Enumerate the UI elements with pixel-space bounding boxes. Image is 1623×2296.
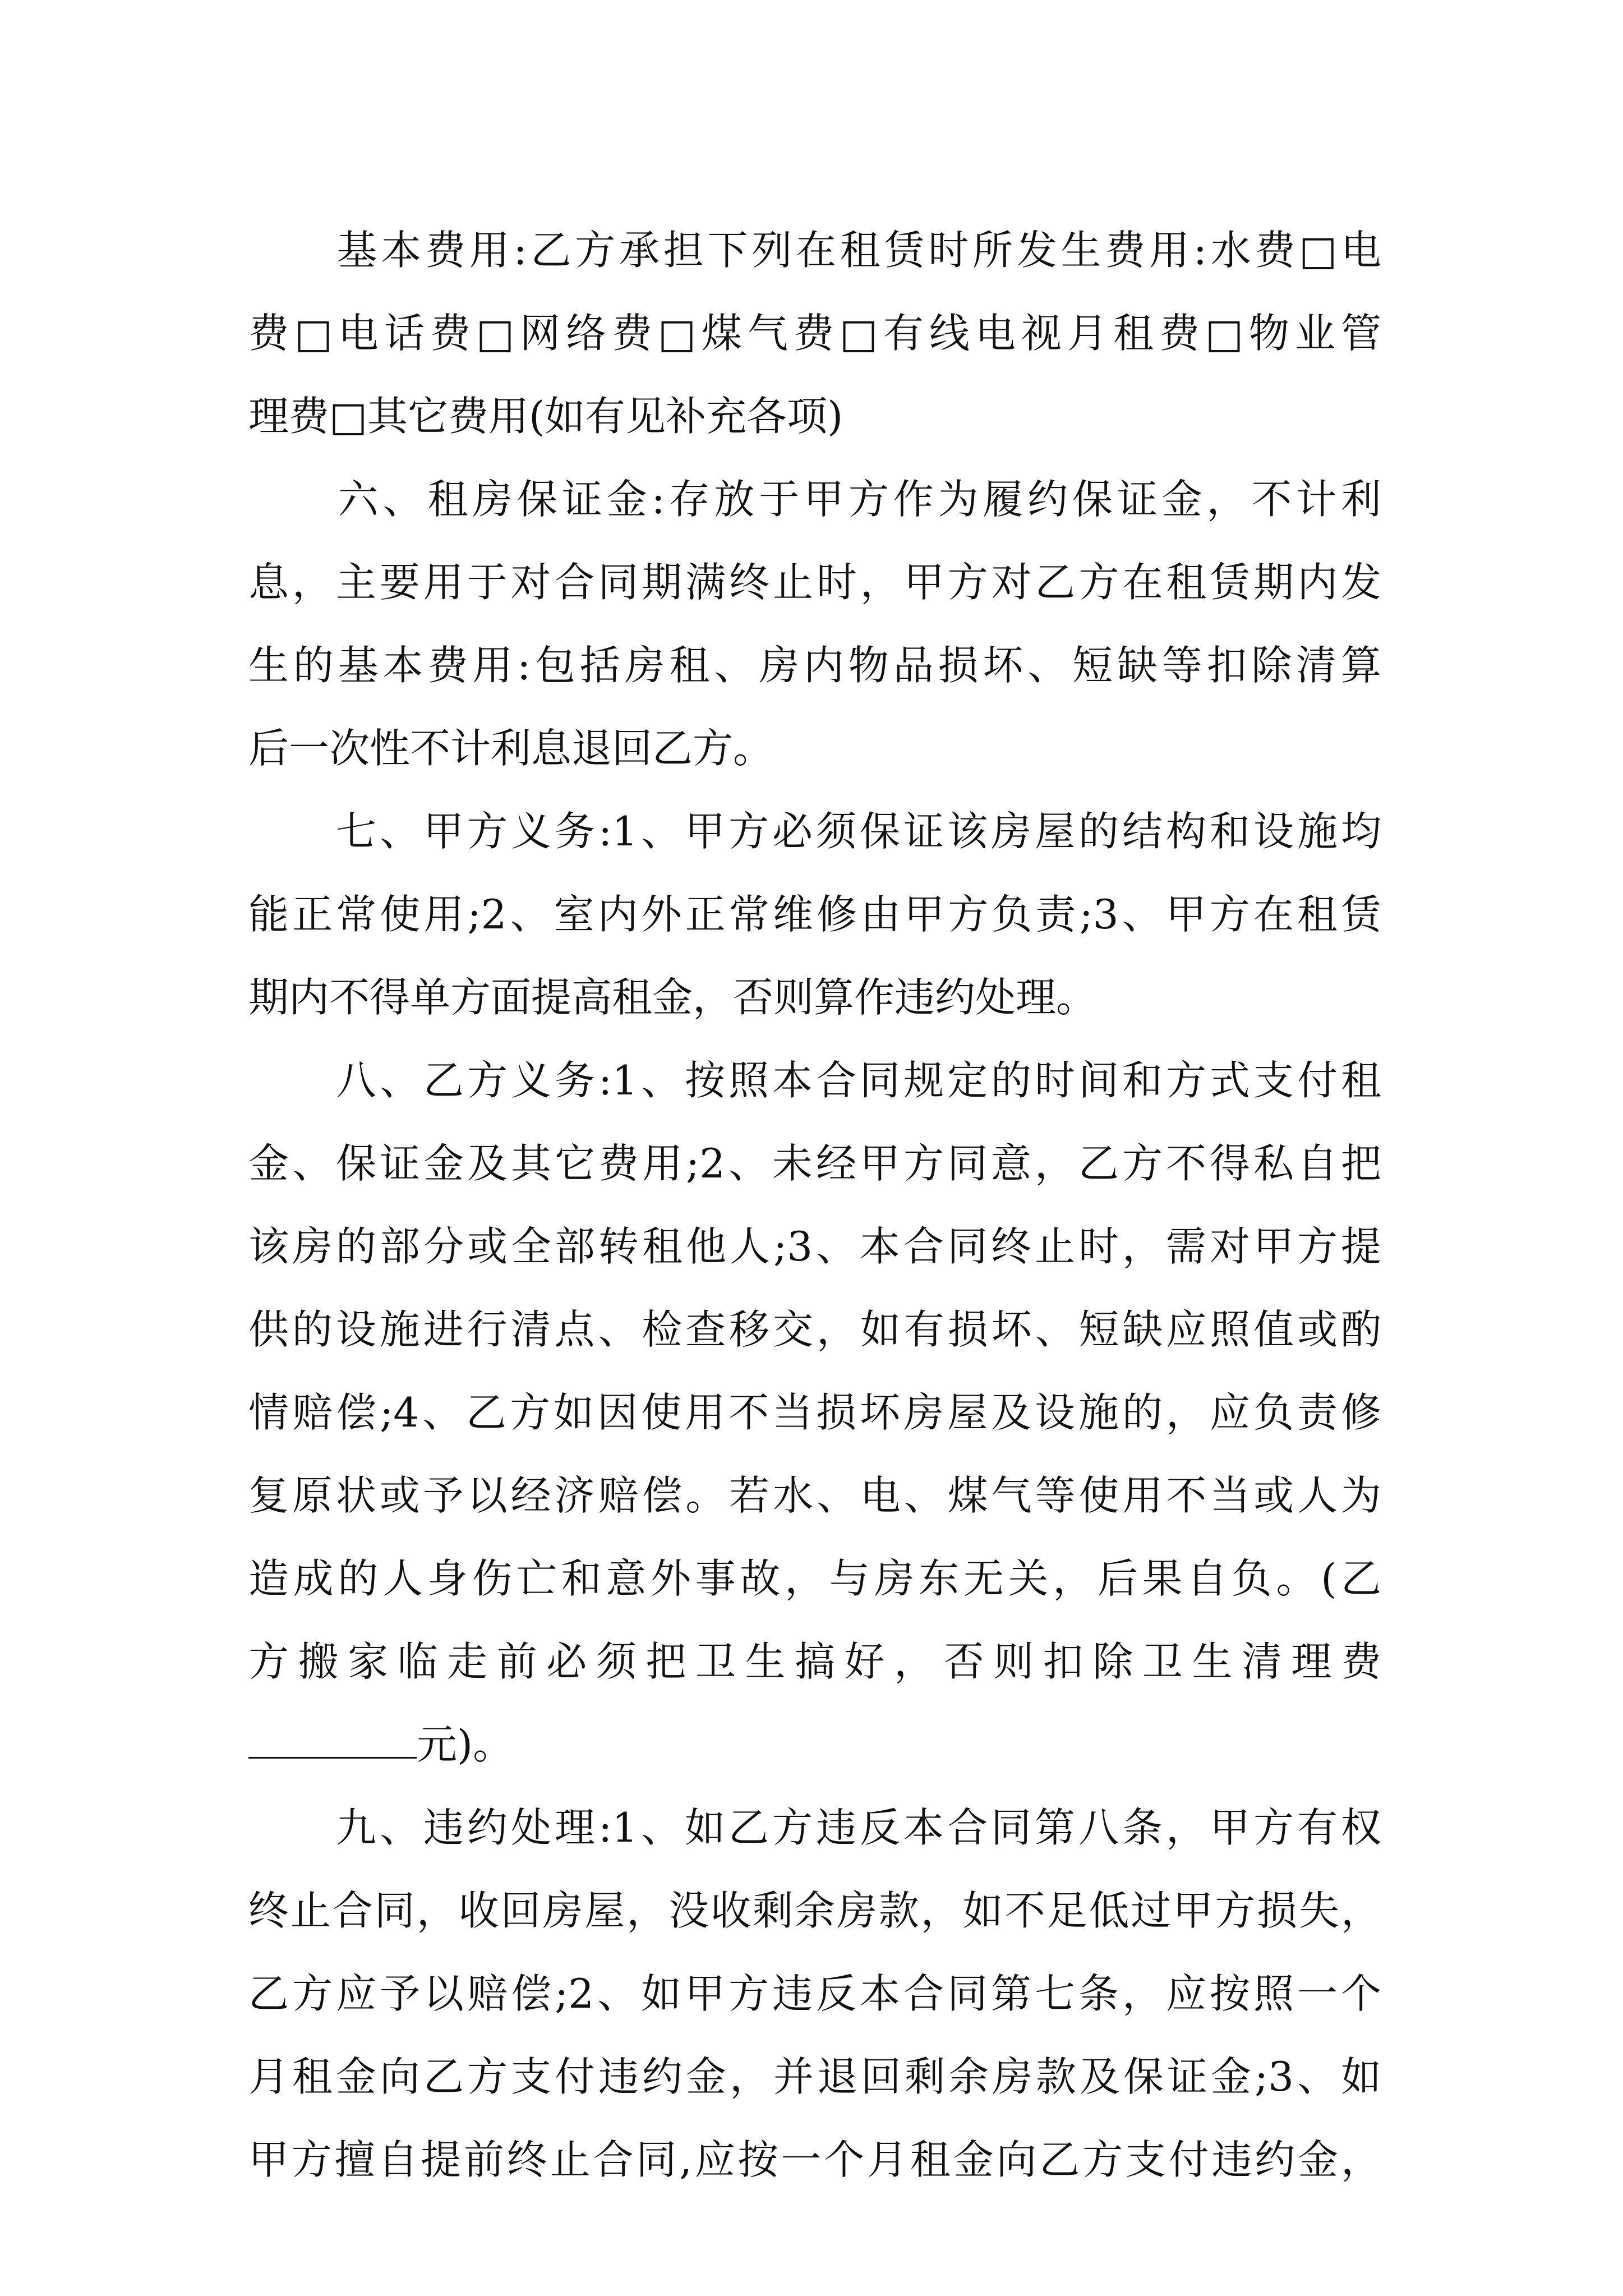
text-line: 复原状或予以经济赔偿。若水、电、煤气等使用不当或人为 (248, 1472, 1381, 1519)
text-line: 终止合同，收回房屋，没收剩余房款，如不足低过甲方损失， (248, 1887, 1381, 1934)
text-line: 乙方应予以赔偿;2、如甲方违反本合同第七条，应按照一个 (248, 1970, 1381, 2017)
text-line: 后一次性不计利息退回乙方。 (248, 725, 774, 772)
contract-text (248, 209, 1381, 2201)
text-line: 供的设施进行清点、检查移交，如有损坏、短缺应照值或酌 (248, 1306, 1381, 1353)
text-line: 金、保证金及其它费用;2、未经甲方同意，乙方不得私自把 (248, 1140, 1381, 1187)
text-line: 八、乙方义务:1、按照本合同规定的时间和方式支付租 (248, 1057, 1381, 1104)
blank-suffix: 元)。 (417, 1721, 514, 1768)
text-line: 基本费用:乙方承担下列在租赁时所发生费用:水费□电 (248, 227, 1381, 274)
text-line: 甲方擅自提前终止合同,应按一个月租金向乙方支付违约金， (248, 2136, 1381, 2183)
text-line: 期内不得单方面提高租金，否则算作违约处理。 (248, 974, 1097, 1021)
text-line: 情赔偿;4、乙方如因使用不当损坏房屋及设施的，应负责修 (248, 1389, 1381, 1436)
text-line: 九、违约处理:1、如乙方违反本合同第八条，甲方有权 (248, 1804, 1381, 1851)
text-line-with-blank (248, 1703, 1381, 1786)
text-line: 息，主要用于对合同期满终止时，甲方对乙方在租赁期内发 (248, 559, 1381, 606)
text-line: 六、租房保证金:存放于甲方作为履约保证金，不计利 (248, 476, 1381, 523)
text-line: 该房的部分或全部转租他人;3、本合同终止时，需对甲方提 (248, 1223, 1381, 1270)
text-line: 七、甲方义务:1、甲方必须保证该房屋的结构和设施均 (248, 808, 1381, 855)
fill-in-blank (248, 1717, 417, 1759)
text-line: 生的基本费用:包括房租、房内物品损坏、短缺等扣除清算 (248, 642, 1381, 689)
text-line: 费□电话费□网络费□煤气费□有线电视月租费□物业管 (248, 310, 1381, 357)
text-line: 造成的人身伤亡和意外事故，与房东无关，后果自负。(乙 (248, 1555, 1381, 1602)
text-line: 能正常使用;2、室内外正常维修由甲方负责;3、甲方在租赁 (248, 891, 1381, 938)
text-line: 方搬家临走前必须把卫生搞好，否则扣除卫生清理费 (248, 1638, 1381, 1685)
text-line: 月租金向乙方支付违约金，并退回剩余房款及保证金;3、如 (248, 2053, 1381, 2100)
text-line: 理费□其它费用(如有见补充各项) (248, 393, 843, 440)
